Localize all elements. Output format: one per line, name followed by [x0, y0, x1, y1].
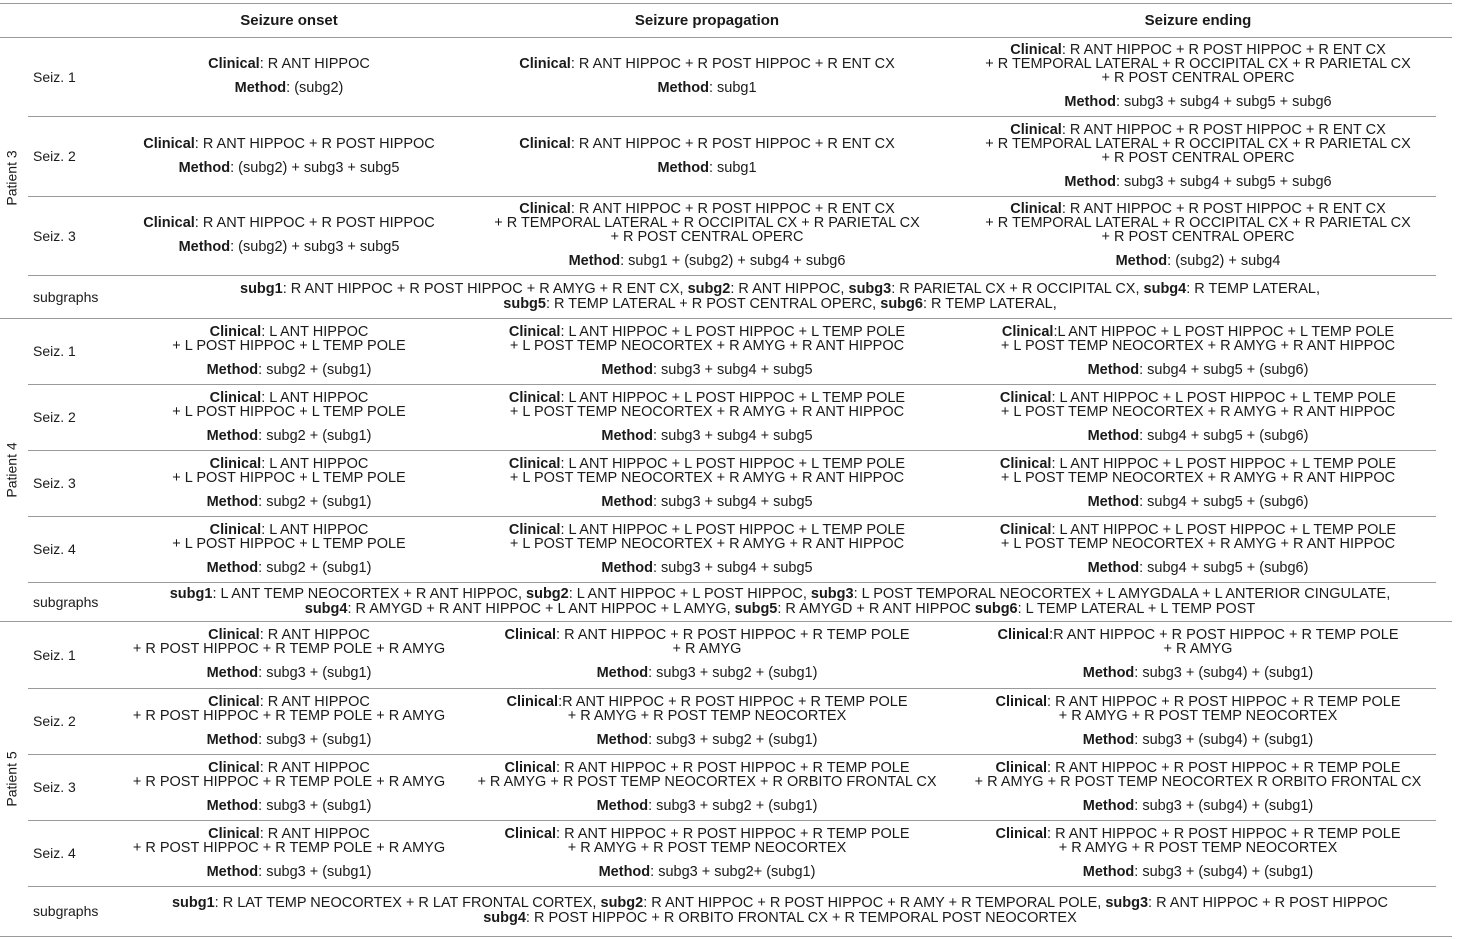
- method-text: Method: (subg2): [234, 80, 344, 96]
- clinical-text: [985, 123, 1411, 165]
- finding-cell: [478, 196, 936, 275]
- clinical-text: [133, 628, 445, 656]
- clinical-line: Clinical: L ANT HIPPOC + L POST HIPPOC + L TEMP POLE: [999, 389, 1397, 406]
- finding-cell: [478, 384, 936, 450]
- clinical-label: Clinical: [209, 521, 262, 538]
- finding-cell: [100, 688, 478, 754]
- patient-label: [2, 621, 22, 936]
- clinical-text: [997, 628, 1398, 656]
- clinical-line: + R POST CENTRAL OPERC: [1101, 149, 1295, 166]
- clinical-line: + R POST HIPPOC + R TEMP POLE + R AMYG: [132, 641, 446, 657]
- method-label: Method: [1082, 665, 1135, 681]
- clinical-text: [133, 695, 445, 723]
- method-text: Method: subg3 + subg4 + subg5: [601, 559, 813, 576]
- finding-cell: [478, 820, 936, 886]
- finding-cell: [100, 384, 478, 450]
- clinical-text: [504, 827, 909, 855]
- row-divider: [0, 936, 1452, 937]
- clinical-line: Clinical: R ANT HIPPOC + R POST HIPPOC: [143, 215, 435, 231]
- method-text: Method: subg3 + (subg1): [206, 665, 372, 681]
- finding-cell: [478, 318, 936, 384]
- method-text: Method: subg2 + (subg1): [206, 559, 372, 576]
- clinical-line: Clinical: L ANT HIPPOC + L POST HIPPOC + L TEMP POLE: [508, 521, 906, 538]
- method-text: Method: subg3 + subg4 + subg5 + subg6: [1064, 94, 1332, 110]
- clinical-text: [1000, 391, 1396, 419]
- method-text: Method: subg3 + subg2+ (subg1): [598, 863, 816, 880]
- clinical-line: Clinical:R ANT HIPPOC + R POST HIPPOC + R TEMP POLE: [997, 627, 1399, 643]
- subgraphs-definition: [110, 886, 1450, 936]
- subgraph-name: subg6: [974, 600, 1018, 617]
- clinical-label: Clinical: [208, 693, 260, 710]
- clinical-label: Clinical: [208, 56, 260, 72]
- subgraph-name: subg1: [171, 895, 215, 911]
- clinical-text: [995, 695, 1400, 723]
- clinical-label: Clinical: [1010, 42, 1062, 58]
- clinical-label: Clinical: [504, 825, 557, 842]
- clinical-line: Clinical: R ANT HIPPOC: [208, 825, 370, 842]
- method-label: Method: [206, 559, 259, 576]
- subgraphs-line: subg1: L ANT TEMP NEOCORTEX + R ANT HIPPOC, subg2: L ANT HIPPOC + L POST HIPPOC, subg3: L POST TEMPORAL NEOCORTEX + L AMYGDALA + L ANTERIOR CINGULATE,: [169, 585, 1391, 602]
- clinical-text: [975, 761, 1422, 789]
- clinical-label: Clinical: [504, 759, 557, 776]
- clinical-line: + R AMYG + R POST TEMP NEOCORTEX: [567, 839, 847, 856]
- seizure-label: Seiz. 4: [33, 541, 76, 557]
- clinical-label: Clinical: [208, 825, 260, 842]
- subgraph-name: subg4: [1143, 280, 1187, 297]
- clinical-line: Clinical: L ANT HIPPOC: [209, 389, 369, 406]
- subgraph-name: subg4: [483, 910, 526, 926]
- clinical-text: [519, 57, 895, 71]
- clinical-label: Clinical: [208, 759, 260, 776]
- subgraph-name: subg4: [304, 600, 348, 617]
- clinical-line: Clinical: L ANT HIPPOC + L POST HIPPOC + L TEMP POLE: [508, 455, 906, 472]
- method-label: Method: [206, 731, 259, 748]
- finding-cell: [100, 820, 478, 886]
- method-text: Method: subg3 + subg4 + subg5: [601, 493, 813, 510]
- clinical-text: [509, 391, 905, 419]
- clinical-text: [995, 827, 1400, 855]
- method-label: Method: [1082, 797, 1135, 814]
- method-label: Method: [178, 159, 231, 176]
- clinical-line: + R POST CENTRAL OPERC: [1101, 229, 1295, 245]
- method-text: Method: subg1: [657, 159, 757, 176]
- method-label: Method: [1087, 559, 1140, 576]
- finding-cell: [100, 196, 478, 275]
- clinical-line: + L POST TEMP NEOCORTEX + R AMYG + R ANT HIPPOC: [509, 469, 905, 486]
- clinical-text: [143, 216, 435, 230]
- method-text: Method: subg3 + subg4 + subg5: [601, 427, 813, 444]
- method-text: Method: subg4 + subg5 + (subg6): [1087, 493, 1309, 510]
- clinical-text: [509, 325, 905, 353]
- clinical-line: + R POST CENTRAL OPERC: [1101, 70, 1295, 86]
- subgraph-name: subg5: [503, 295, 546, 312]
- clinical-text: [519, 137, 895, 151]
- clinical-text: [172, 325, 405, 353]
- clinical-label: Clinical: [519, 135, 571, 152]
- clinical-text: [133, 827, 445, 855]
- method-label: Method: [598, 863, 651, 880]
- finding-cell: [478, 450, 936, 516]
- finding-cell: [936, 754, 1458, 820]
- row-divider: [0, 3, 1452, 4]
- finding-cell: [478, 37, 936, 116]
- finding-cell: [936, 621, 1458, 688]
- clinical-line: Clinical: L ANT HIPPOC + L POST HIPPOC + L TEMP POLE: [508, 323, 906, 340]
- patient-label: [2, 37, 22, 318]
- subgraph-name: subg2: [687, 280, 731, 297]
- subgraph-name: subg3: [848, 280, 892, 297]
- finding-cell: [936, 450, 1458, 516]
- clinical-text: [1001, 325, 1395, 353]
- clinical-label: Clinical: [209, 455, 262, 472]
- subgraphs-line: subg1: R ANT HIPPOC + R POST HIPPOC + R AMYG + R ENT CX, subg2: R ANT HIPPOC, subg3: R PARIETAL CX + R OCCIPITAL CX, subg4: R TEMP LATERAL,: [240, 280, 1320, 297]
- finding-cell: [478, 754, 936, 820]
- clinical-line: Clinical: L ANT HIPPOC: [209, 323, 369, 340]
- clinical-line: + R AMYG: [1163, 641, 1233, 657]
- subgraphs-label: subgraphs: [33, 593, 99, 610]
- method-label: Method: [596, 797, 649, 814]
- clinical-line: Clinical: R ANT HIPPOC + R POST HIPPOC + R TEMP POLE: [504, 759, 910, 776]
- method-text: Method: subg3 + subg4 + subg5 + subg6: [1064, 173, 1332, 190]
- subgraph-name: subg2: [600, 895, 644, 911]
- clinical-text: [1000, 457, 1396, 485]
- seizure-label: Seiz. 3: [33, 227, 76, 244]
- subgraph-name: subg6: [880, 295, 923, 312]
- clinical-line: Clinical: L ANT HIPPOC: [209, 521, 369, 538]
- finding-cell: [100, 37, 478, 116]
- finding-cell: [936, 516, 1458, 582]
- clinical-label: Clinical: [506, 693, 559, 710]
- seizure-label: Seiz. 4: [33, 845, 76, 861]
- method-label: Method: [234, 80, 287, 96]
- clinical-line: Clinical: L ANT HIPPOC: [209, 455, 369, 472]
- clinical-line: + L POST TEMP NEOCORTEX + R AMYG + R ANT HIPPOC: [509, 337, 905, 354]
- clinical-label: Clinical: [999, 521, 1052, 538]
- clinical-line: + L POST TEMP NEOCORTEX + R AMYG + R ANT HIPPOC: [1000, 403, 1396, 420]
- clinical-line: + L POST HIPPOC + L TEMP POLE: [172, 469, 406, 486]
- clinical-text: [509, 457, 905, 485]
- clinical-label: Clinical: [143, 135, 195, 152]
- subgraphs-definition: [110, 582, 1450, 621]
- subgraph-name: subg5: [734, 600, 778, 617]
- subgraphs-line: subg5: R TEMP LATERAL + R POST CENTRAL OPERC, subg6: R TEMP LATERAL,: [503, 295, 1057, 312]
- patient-label: [2, 318, 22, 621]
- clinical-line: + R AMYG + R POST TEMP NEOCORTEX + R ORBITO FRONTAL CX: [477, 773, 937, 790]
- finding-cell: [100, 754, 478, 820]
- clinical-line: Clinical: R ANT HIPPOC + R POST HIPPOC + R ENT CX: [519, 201, 895, 217]
- clinical-text: [477, 761, 936, 789]
- method-text: Method: subg3 + (subg4) + (subg1): [1082, 863, 1314, 880]
- subgraph-name: subg1: [169, 585, 213, 602]
- method-label: Method: [206, 361, 259, 378]
- clinical-line: Clinical: R ANT HIPPOC: [208, 627, 370, 643]
- seizure-label: Seiz. 3: [33, 779, 76, 795]
- column-header: Seizure propagation: [634, 12, 780, 29]
- clinical-line: Clinical: R ANT HIPPOC + R POST HIPPOC: [143, 135, 435, 152]
- clinical-line: Clinical: R ANT HIPPOC + R POST HIPPOC + R TEMP POLE: [995, 693, 1401, 710]
- clinical-text: [172, 523, 405, 551]
- subgraphs-line: subg1: R LAT TEMP NEOCORTEX + R LAT FRONTAL CORTEX, subg2: R ANT HIPPOC + R POST HIPPOC + R AMY + R TEMPORAL POLE, subg3: R ANT HIPPOC + R POST HIPPOC: [171, 895, 1389, 911]
- clinical-label: Clinical: [519, 56, 571, 72]
- clinical-line: + L POST HIPPOC + L TEMP POLE: [172, 403, 406, 420]
- clinical-line: + R AMYG + R POST TEMP NEOCORTEX: [1058, 707, 1338, 724]
- finding-cell: [936, 196, 1458, 275]
- method-text: Method: subg3 + (subg4) + (subg1): [1082, 797, 1314, 814]
- method-label: Method: [601, 427, 653, 444]
- subgraph-name: subg2: [526, 585, 569, 602]
- method-label: Method: [601, 493, 653, 510]
- subgraphs-label: subgraphs: [33, 288, 99, 305]
- subgraphs-definition: [110, 275, 1450, 318]
- method-text: Method: subg2 + (subg1): [206, 427, 372, 444]
- method-text: Method: (subg2) + subg3 + subg5: [178, 159, 400, 176]
- clinical-line: Clinical: R ANT HIPPOC + R POST HIPPOC + R ENT CX: [519, 56, 895, 72]
- method-label: Method: [178, 239, 231, 255]
- clinical-label: Clinical: [508, 389, 561, 406]
- method-text: Method: subg3 + subg2 + (subg1): [596, 665, 818, 681]
- method-label: Method: [206, 797, 259, 814]
- method-label: Method: [1087, 427, 1140, 444]
- clinical-line: Clinical: R ANT HIPPOC: [208, 759, 370, 776]
- method-text: Method: subg3 + subg2 + (subg1): [596, 797, 818, 814]
- clinical-label: Clinical: [508, 455, 561, 472]
- clinical-line: + L POST HIPPOC + L TEMP POLE: [172, 337, 406, 354]
- clinical-line: + L POST TEMP NEOCORTEX + R AMYG + R ANT HIPPOC: [509, 403, 905, 420]
- clinical-line: Clinical: R ANT HIPPOC + R POST HIPPOC + R ENT CX: [1010, 201, 1386, 217]
- seizure-label: Seiz. 3: [33, 475, 76, 491]
- clinical-text: [494, 202, 920, 244]
- clinical-label: Clinical: [1010, 121, 1062, 138]
- method-label: Method: [1087, 493, 1140, 510]
- method-label: Method: [657, 80, 709, 96]
- patient-label-text: Patient 3: [4, 149, 21, 206]
- clinical-label: Clinical: [508, 521, 561, 538]
- method-text: Method: subg4 + subg5 + (subg6): [1087, 361, 1309, 378]
- clinical-line: Clinical: R ANT HIPPOC + R POST HIPPOC + R ENT CX: [1010, 121, 1386, 138]
- method-label: Method: [596, 665, 649, 681]
- finding-cell: [936, 116, 1458, 196]
- seizure-label: Seiz. 1: [33, 68, 76, 85]
- finding-cell: [936, 318, 1458, 384]
- subgraphs-line: subg4: R AMYGD + R ANT HIPPOC + L ANT HIPPOC + L AMYG, subg5: R AMYGD + R ANT HIPPOC subg6: L TEMP LATERAL + L TEMP POST: [304, 600, 1256, 617]
- method-text: Method: (subg2) + subg4: [1115, 253, 1281, 269]
- clinical-line: + R POST HIPPOC + R TEMP POLE + R AMYG: [132, 773, 446, 790]
- method-label: Method: [1082, 863, 1135, 880]
- clinical-line: + R AMYG + R POST TEMP NEOCORTEX: [1058, 839, 1338, 856]
- clinical-line: + R AMYG + R POST TEMP NEOCORTEX: [567, 707, 847, 724]
- finding-cell: [478, 116, 936, 196]
- clinical-line: Clinical: R ANT HIPPOC + R POST HIPPOC + R TEMP POLE: [995, 759, 1401, 776]
- clinical-label: Clinical: [208, 627, 260, 643]
- clinical-line: Clinical: R ANT HIPPOC + R POST HIPPOC + R ENT CX: [519, 135, 895, 152]
- subgraph-name: subg3: [1105, 895, 1149, 911]
- method-label: Method: [206, 493, 259, 510]
- clinical-text: [985, 202, 1411, 244]
- method-text: Method: subg3 + subg4 + subg5: [601, 361, 813, 378]
- method-text: Method: subg2 + (subg1): [206, 361, 372, 378]
- column-header: Seizure onset: [240, 12, 338, 29]
- clinical-line: + R AMYG + R POST TEMP NEOCORTEX R ORBITO FRONTAL CX: [974, 773, 1422, 790]
- clinical-line: Clinical: R ANT HIPPOC + R POST HIPPOC + R TEMP POLE: [504, 825, 910, 842]
- seizure-label: Seiz. 2: [33, 148, 76, 164]
- method-label: Method: [1082, 731, 1135, 748]
- method-text: Method: subg3 + (subg4) + (subg1): [1082, 665, 1314, 681]
- method-text: Method: subg2 + (subg1): [206, 493, 372, 510]
- finding-cell: [936, 384, 1458, 450]
- clinical-line: Clinical: R ANT HIPPOC: [208, 693, 370, 710]
- method-text: Method: subg3 + (subg4) + (subg1): [1082, 731, 1314, 748]
- finding-cell: [478, 688, 936, 754]
- column-header: Seizure ending: [1144, 12, 1252, 29]
- clinical-line: Clinical: R ANT HIPPOC: [208, 56, 370, 72]
- subgraphs-line: subg4: R POST HIPPOC + R ORBITO FRONTAL CX + R TEMPORAL POST NEOCORTEX: [483, 910, 1077, 926]
- method-text: Method: subg3 + subg2 + (subg1): [596, 731, 818, 748]
- clinical-line: + R TEMPORAL LATERAL + R OCCIPITAL CX + R PARIETAL CX: [985, 56, 1411, 72]
- clinical-label: Clinical: [504, 627, 557, 643]
- clinical-label: Clinical: [143, 215, 195, 231]
- method-label: Method: [206, 665, 259, 681]
- subgraph-name: subg3: [810, 585, 854, 602]
- clinical-line: + L POST TEMP NEOCORTEX + R AMYG + R ANT HIPPOC: [1000, 337, 1396, 354]
- clinical-line: + L POST HIPPOC + L TEMP POLE: [172, 535, 406, 552]
- clinical-line: Clinical: R ANT HIPPOC + R POST HIPPOC + R TEMP POLE: [995, 825, 1401, 842]
- method-text: Method: subg3 + (subg1): [206, 731, 372, 748]
- method-label: Method: [601, 559, 653, 576]
- clinical-line: Clinical: L ANT HIPPOC + L POST HIPPOC + L TEMP POLE: [999, 521, 1397, 538]
- clinical-text: [208, 57, 370, 71]
- clinical-text: [1000, 523, 1396, 551]
- method-text: Method: subg1 + (subg2) + subg4 + subg6: [568, 253, 846, 269]
- clinical-label: Clinical: [209, 323, 262, 340]
- clinical-line: Clinical:L ANT HIPPOC + L POST HIPPOC + L TEMP POLE: [1001, 323, 1395, 340]
- clinical-label: Clinical: [999, 389, 1052, 406]
- clinical-line: + R POST HIPPOC + R TEMP POLE + R AMYG: [132, 839, 446, 856]
- method-text: Method: subg1: [657, 80, 757, 96]
- method-text: Method: subg4 + subg5 + (subg6): [1087, 427, 1309, 444]
- method-text: Method: subg3 + (subg1): [206, 863, 372, 880]
- clinical-line: + L POST TEMP NEOCORTEX + R AMYG + R ANT HIPPOC: [1000, 469, 1396, 486]
- clinical-label: Clinical: [1010, 201, 1062, 217]
- clinical-line: + R TEMPORAL LATERAL + R OCCIPITAL CX + R PARIETAL CX: [985, 215, 1411, 231]
- clinical-text: [133, 761, 445, 789]
- clinical-line: Clinical:R ANT HIPPOC + R POST HIPPOC + R TEMP POLE: [506, 693, 908, 710]
- clinical-text: [506, 695, 907, 723]
- clinical-text: [985, 43, 1411, 85]
- method-label: Method: [596, 731, 649, 748]
- clinical-label: Clinical: [995, 759, 1048, 776]
- finding-cell: [936, 37, 1458, 116]
- method-text: Method: subg3 + (subg1): [206, 797, 372, 814]
- method-label: Method: [1064, 94, 1116, 110]
- finding-cell: [100, 621, 478, 688]
- clinical-line: Clinical: R ANT HIPPOC + R POST HIPPOC + R TEMP POLE: [504, 627, 910, 643]
- subgraphs-label: subgraphs: [33, 903, 99, 919]
- method-label: Method: [206, 863, 259, 880]
- method-label: Method: [1115, 253, 1168, 269]
- seizure-label: Seiz. 2: [33, 409, 76, 425]
- clinical-label: Clinical: [1001, 323, 1054, 340]
- clinical-label: Clinical: [995, 825, 1048, 842]
- clinical-line: + R AMYG: [672, 641, 742, 657]
- clinical-line: Clinical: L ANT HIPPOC + L POST HIPPOC + L TEMP POLE: [999, 455, 1397, 472]
- clinical-label: Clinical: [209, 389, 262, 406]
- method-label: Method: [1064, 173, 1116, 190]
- clinical-line: + R TEMPORAL LATERAL + R OCCIPITAL CX + R PARIETAL CX: [494, 215, 920, 231]
- clinical-label: Clinical: [508, 323, 561, 340]
- finding-cell: [100, 318, 478, 384]
- finding-cell: [936, 688, 1458, 754]
- clinical-line: + L POST TEMP NEOCORTEX + R AMYG + R ANT HIPPOC: [509, 535, 905, 552]
- clinical-line: + R POST CENTRAL OPERC: [610, 229, 804, 245]
- clinical-line: + L POST TEMP NEOCORTEX + R AMYG + R ANT HIPPOC: [1000, 535, 1396, 552]
- method-label: Method: [206, 427, 259, 444]
- subgraph-name: subg1: [240, 280, 283, 297]
- finding-cell: [100, 116, 478, 196]
- method-label: Method: [1087, 361, 1140, 378]
- method-label: Method: [657, 159, 709, 176]
- finding-cell: [478, 621, 936, 688]
- method-label: Method: [568, 253, 621, 269]
- finding-cell: [100, 450, 478, 516]
- clinical-line: + R TEMPORAL LATERAL + R OCCIPITAL CX + R PARIETAL CX: [985, 135, 1411, 152]
- clinical-label: Clinical: [995, 693, 1048, 710]
- method-text: Method: subg4 + subg5 + (subg6): [1087, 559, 1309, 576]
- method-label: Method: [601, 361, 653, 378]
- clinical-label: Clinical: [997, 627, 1050, 643]
- clinical-line: Clinical: R ANT HIPPOC + R POST HIPPOC + R ENT CX: [1010, 42, 1386, 58]
- clinical-text: [172, 391, 405, 419]
- clinical-text: [172, 457, 405, 485]
- seizure-label: Seiz. 1: [33, 343, 76, 359]
- finding-cell: [936, 820, 1458, 886]
- method-text: Method: (subg2) + subg3 + subg5: [178, 239, 400, 255]
- clinical-text: [509, 523, 905, 551]
- finding-cell: [100, 516, 478, 582]
- clinical-line: Clinical: L ANT HIPPOC + L POST HIPPOC + L TEMP POLE: [508, 389, 906, 406]
- clinical-label: Clinical: [999, 455, 1052, 472]
- patient-label-text: Patient 4: [4, 441, 21, 498]
- clinical-text: [143, 137, 435, 151]
- seizure-label: Seiz. 2: [33, 713, 76, 729]
- patient-label-text: Patient 5: [4, 750, 21, 807]
- clinical-line: + R POST HIPPOC + R TEMP POLE + R AMYG: [132, 707, 446, 724]
- seizure-label: Seiz. 1: [33, 646, 76, 663]
- clinical-label: Clinical: [519, 201, 571, 217]
- finding-cell: [478, 516, 936, 582]
- clinical-text: [504, 628, 909, 656]
